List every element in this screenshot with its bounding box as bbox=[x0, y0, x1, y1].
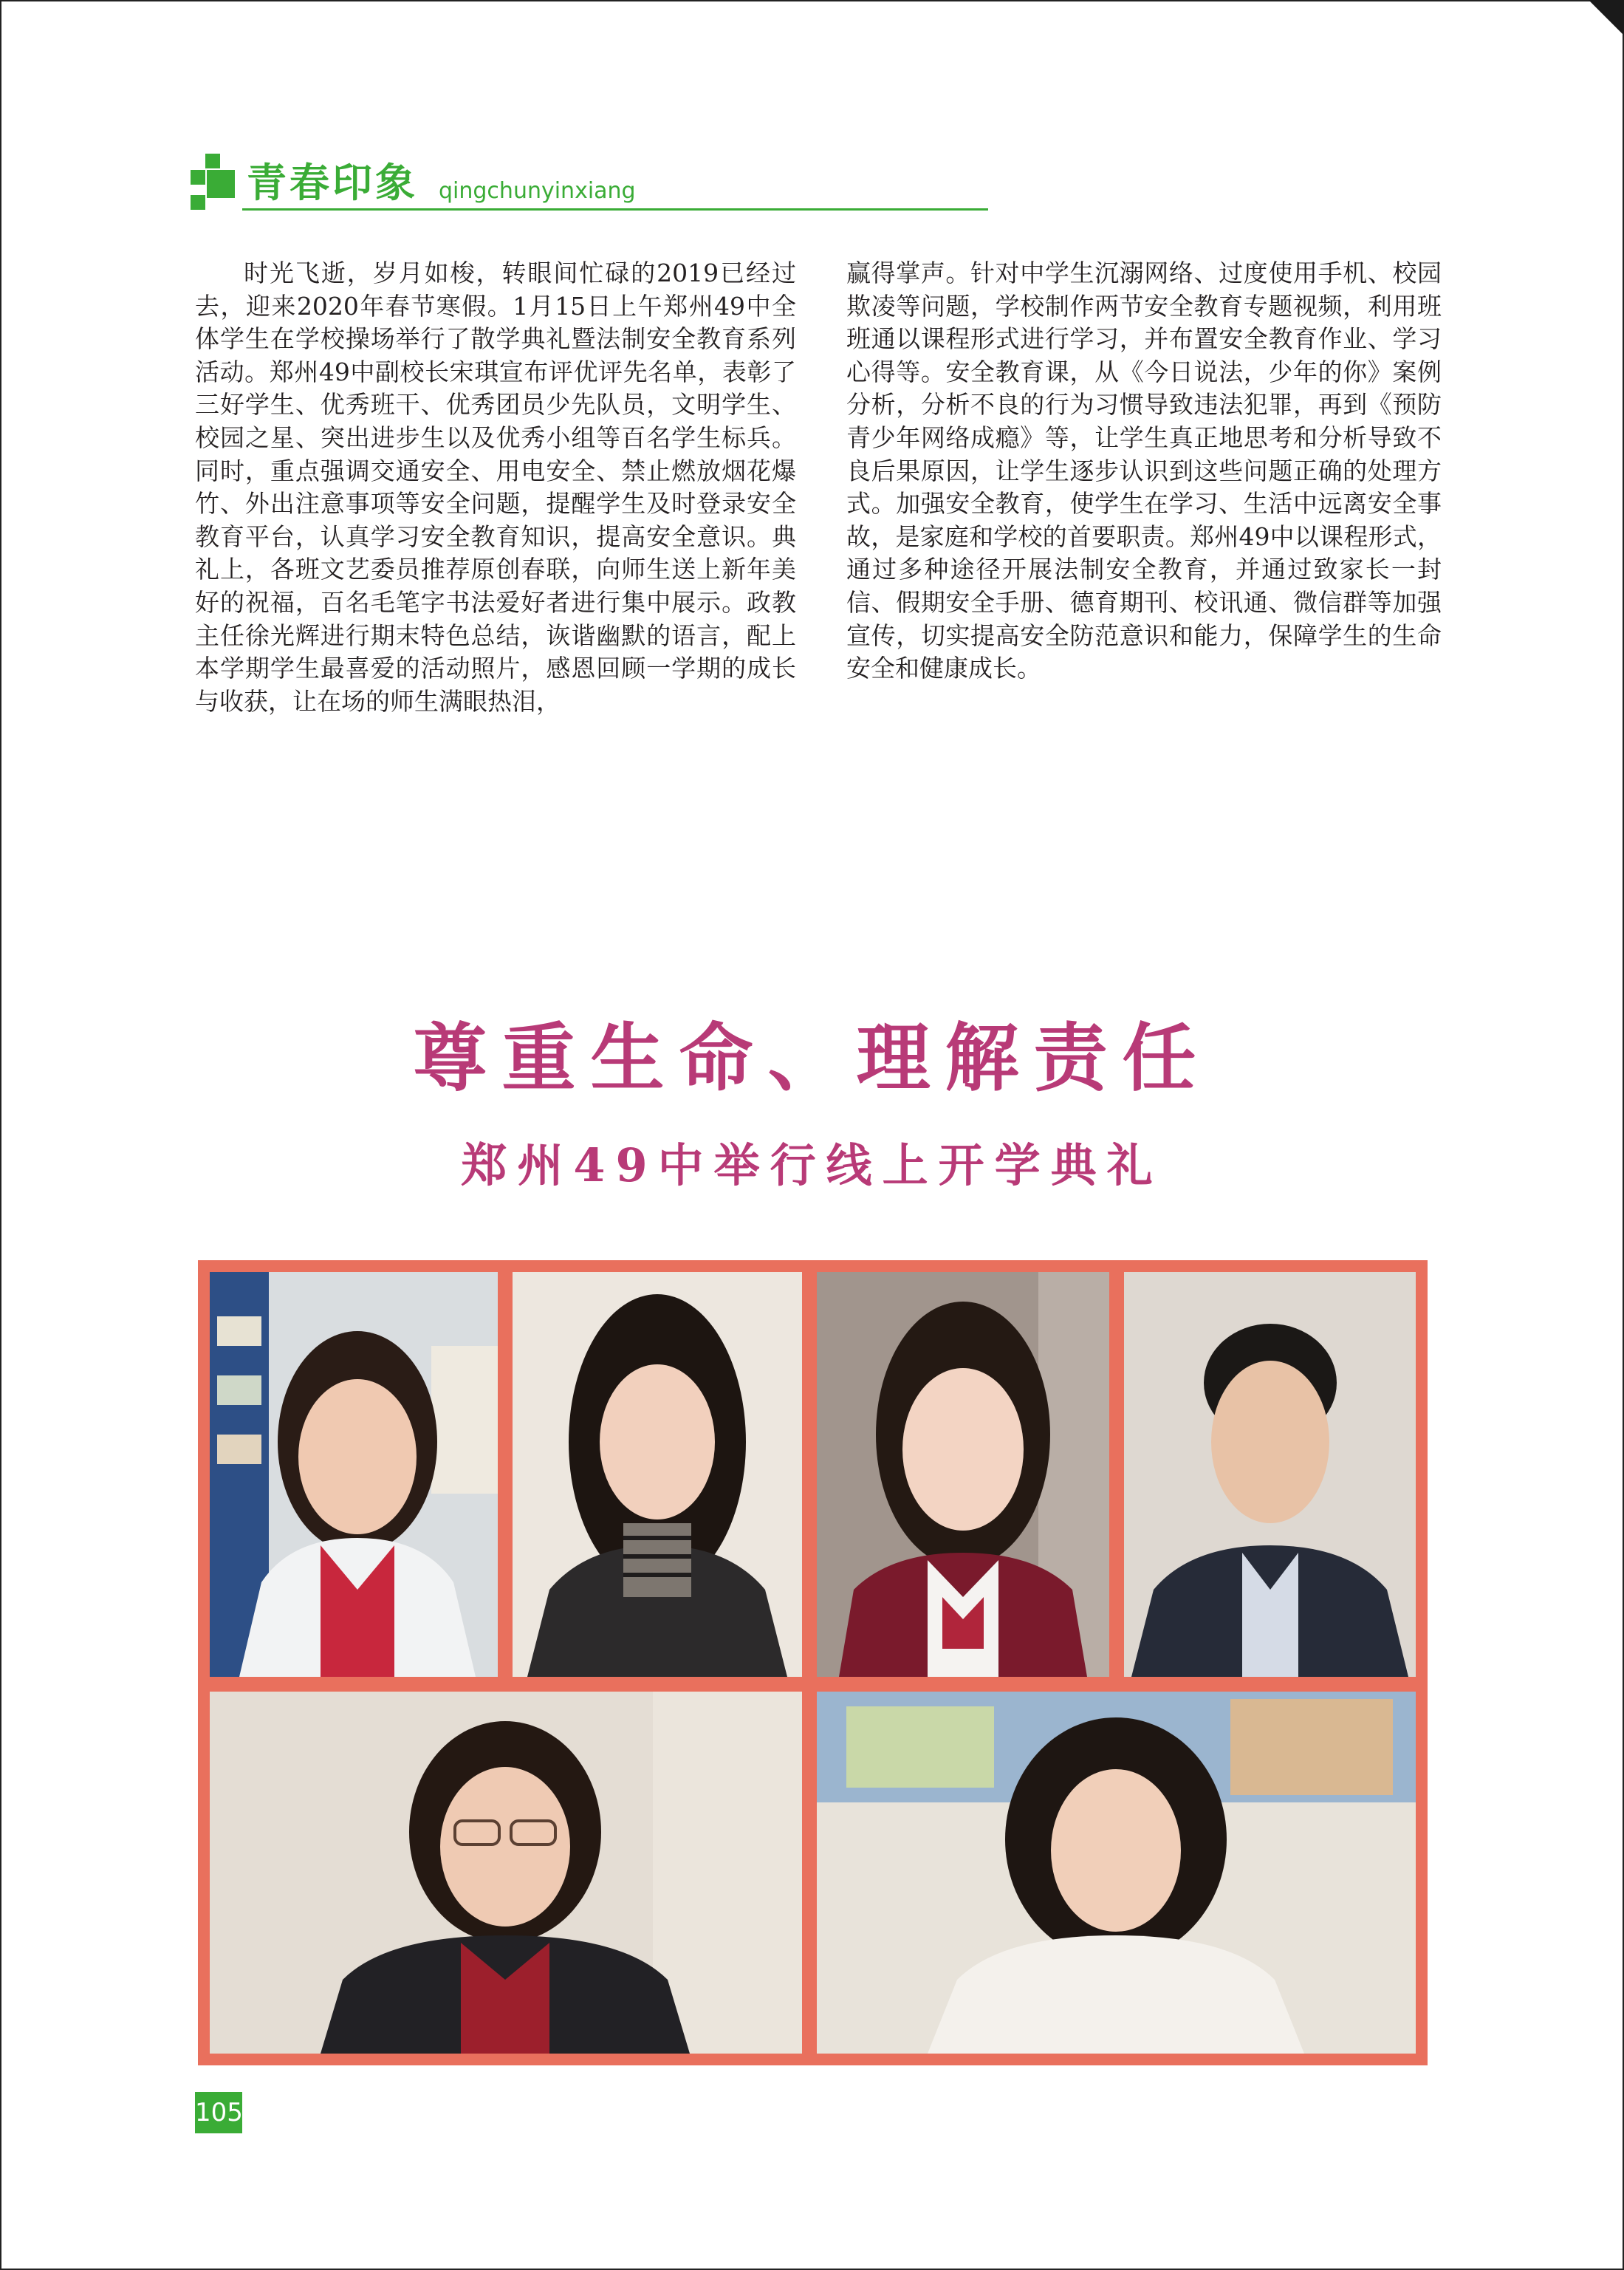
photo-woman-glasses-red-sweater bbox=[210, 1692, 802, 2054]
photo-collage bbox=[198, 1260, 1428, 2065]
photo-girl-striped-sweater bbox=[513, 1272, 802, 1677]
headline-title: 尊重生命、理解责任 bbox=[413, 1014, 1211, 1101]
article-paragraph-right: 赢得掌声。针对中学生沉溺网络、过度使用手机、校园欺凌等问题，学校制作两节安全教育专题视频，利用班班通以课程形式进行学习，并布置安全教育作业、学习心得等。安全教育课，从《今日说法，少年的你》案例分析，分析不良的行为习惯导致违法犯罪，再到《预防青少年网络成瘾》等，让学生真正地思考和分析导致不良后果原因，让学生逐步认识到这些问题正确的处理方式。加强安全教育，使学生在学习、生活中远离安全事故，是家庭和学校的首要职责。郑州49中以课程形式，通过多种途径开展法制安全教育，并通过致家长一封信、假期安全手册、德育期刊、校讯通、微信群等加强宣传，切实提高安全防范意识和能力，保障学生的生命安全和健康成长。 bbox=[846, 259, 1442, 683]
article-right-column bbox=[846, 257, 1442, 686]
header-rule bbox=[242, 208, 988, 211]
photo-woman-white-coat bbox=[210, 1272, 498, 1677]
section-title: 青春印象 bbox=[247, 160, 418, 206]
article-paragraph-left: 时光飞逝，岁月如梭，转眼间忙碌的2019已经过去，迎来2020年春节寒假。1月15日上午郑州49中全体学生在学校操场举行了散学典礼暨法制安全教育系列活动。郑州49中副校长宋琪宣布评优评先名单，表彰了三好学生、优秀班干、优秀团员少先队员，文明学生、校园之星、突出进步生以及优秀小组等百名学生标兵。同时，重点强调交通安全、用电安全、禁止燃放烟花爆竹、外出注意事项等安全问题，提醒学生及时登录安全教育平台，认真学习安全教育知识，提高安全意识。典礼上，各班文艺委员推荐原创春联，向师生送上新年美好的祝福，百名毛笔字书法爱好者进行集中展示。政教主任徐光辉进行期末特色总结，诙谐幽默的语言，配上本学期学生最喜爱的活动照片，感恩回顾一学期的成长与收获，让在场的师生满眼热泪， bbox=[195, 259, 796, 716]
photo-man-dark-suit bbox=[1124, 1272, 1416, 1677]
page-corner-mark bbox=[1589, 0, 1624, 35]
photo-student-school-uniform bbox=[817, 1272, 1109, 1677]
article-left-column bbox=[195, 257, 796, 718]
section-pinyin: qingchunyinxiang bbox=[439, 178, 636, 204]
section-header bbox=[191, 154, 796, 213]
green-cross-logo-icon bbox=[191, 154, 235, 210]
headline-subtitle: 郑州49中举行线上开学典礼 bbox=[461, 1138, 1163, 1192]
photo-woman-white-jacket bbox=[817, 1692, 1416, 2054]
page-number: 105 bbox=[195, 2092, 242, 2133]
